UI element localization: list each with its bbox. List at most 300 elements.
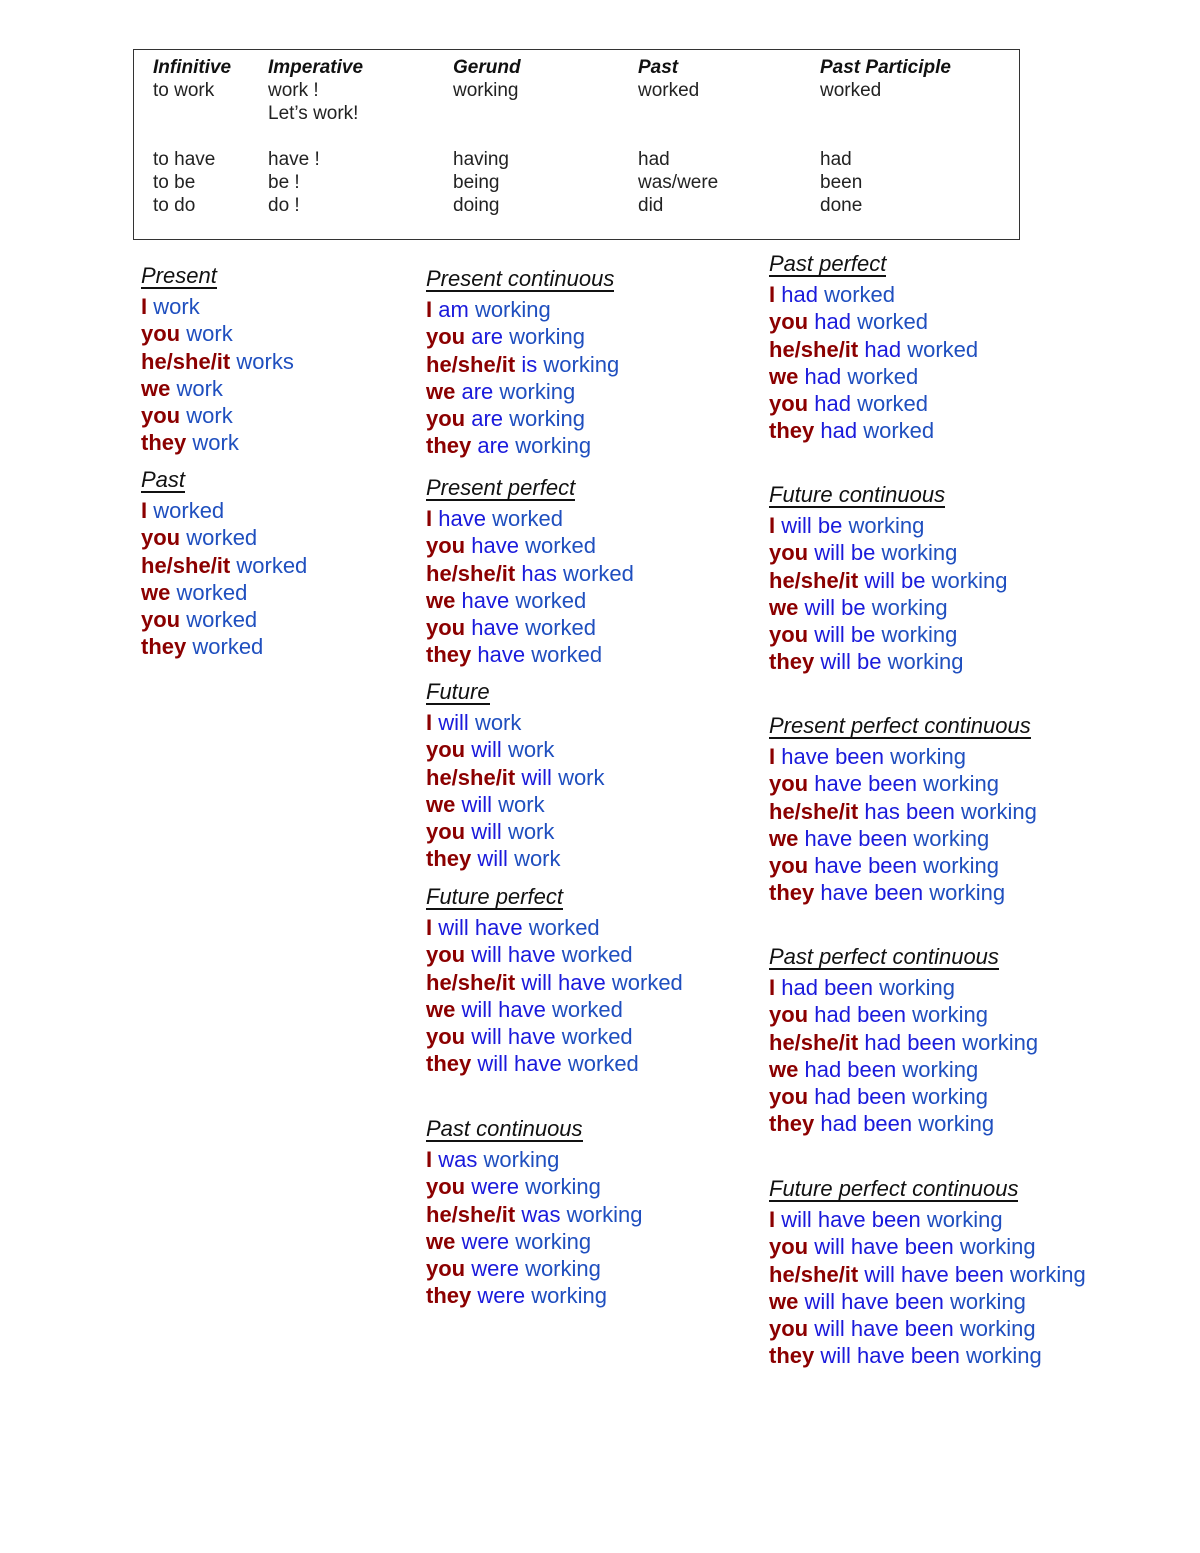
conjugation-row xyxy=(426,941,683,968)
auxiliary: have been xyxy=(781,744,885,769)
main-verb: working xyxy=(912,1002,988,1028)
pronoun: you xyxy=(141,321,181,347)
main-verb: work xyxy=(192,430,239,456)
pronoun: you xyxy=(769,853,809,879)
main-verb: working xyxy=(926,1207,1003,1232)
column-header: Imperative xyxy=(268,57,364,78)
main-verb: work xyxy=(153,294,200,319)
pronoun: we xyxy=(769,1288,799,1314)
conjugation-row xyxy=(426,323,619,350)
verb-form: been xyxy=(820,172,863,193)
main-verb: working xyxy=(913,825,990,851)
pronoun: you xyxy=(426,737,466,763)
pronoun: he/she/it xyxy=(426,1201,516,1227)
main-verb: working xyxy=(531,1283,607,1309)
conjugation-row xyxy=(769,308,978,335)
main-verb: work xyxy=(186,403,233,429)
auxiliary: have xyxy=(477,642,526,668)
auxiliary: had been xyxy=(820,1111,913,1137)
conjugation-row xyxy=(141,348,294,375)
pronoun: we xyxy=(769,1056,799,1082)
conjugation-row xyxy=(769,1110,1038,1137)
main-verb: works xyxy=(236,348,294,374)
auxiliary: are xyxy=(477,433,510,459)
auxiliary: will have been xyxy=(864,1261,1004,1287)
conjugation-row xyxy=(141,606,307,633)
main-verb: work xyxy=(186,321,233,347)
main-verb: worked xyxy=(525,533,597,559)
tense-title: Present perfect continuous xyxy=(769,713,1031,738)
tense-title: Future perfect xyxy=(426,884,563,909)
conjugation-row xyxy=(426,505,634,532)
main-verb: worked xyxy=(907,336,979,362)
verb-form xyxy=(638,125,718,148)
conjugation-row xyxy=(769,1233,1086,1260)
auxiliary: were xyxy=(471,1256,519,1282)
main-verb: worked xyxy=(176,579,248,605)
pronoun: we xyxy=(426,1228,456,1254)
conjugation-row xyxy=(426,587,634,614)
pronoun: I xyxy=(426,710,433,735)
auxiliary: were xyxy=(477,1283,526,1309)
verb-form xyxy=(638,102,718,125)
main-verb: worked xyxy=(561,942,633,968)
main-verb: worked xyxy=(492,506,564,531)
pronoun: we xyxy=(141,375,171,401)
pronoun: you xyxy=(426,324,466,350)
verb-form: had xyxy=(638,149,670,170)
main-verb: worked xyxy=(531,642,603,668)
tense-title: Present perfect xyxy=(426,475,576,500)
main-verb: work xyxy=(474,710,522,735)
main-verb: working xyxy=(923,771,999,797)
auxiliary: were xyxy=(461,1228,510,1254)
auxiliary: will have xyxy=(471,942,556,968)
main-verb: working xyxy=(474,297,551,322)
pronoun: he/she/it xyxy=(769,1029,859,1055)
pronoun: he/she/it xyxy=(769,798,859,824)
main-verb: working xyxy=(929,880,1006,906)
pronoun: they xyxy=(769,1343,815,1369)
auxiliary: was xyxy=(521,1201,561,1227)
auxiliary: will have been xyxy=(820,1343,960,1369)
pronoun: I xyxy=(769,1207,776,1232)
auxiliary: will xyxy=(471,737,502,763)
conjugation-row xyxy=(769,1029,1038,1056)
conjugation-row xyxy=(769,1001,1038,1028)
auxiliary: have xyxy=(471,533,519,559)
main-verb: worked xyxy=(562,560,634,586)
pronoun: I xyxy=(426,915,433,940)
verb-form xyxy=(453,125,521,148)
verb-form: to be xyxy=(153,172,196,193)
auxiliary: will have xyxy=(471,1024,556,1050)
conjugation-row xyxy=(426,378,619,405)
conjugation-row xyxy=(769,1083,1038,1110)
main-verb: working xyxy=(965,1343,1042,1369)
pronoun: you xyxy=(769,309,809,335)
pronoun: you xyxy=(769,622,809,648)
conjugation-row xyxy=(769,390,978,417)
tense-present-perfect-continuous xyxy=(769,712,1037,907)
verb-form: done xyxy=(820,195,863,216)
conjugation-row xyxy=(141,579,307,606)
pronoun: you xyxy=(769,1316,809,1342)
main-verb: worked xyxy=(153,498,225,523)
conjugation-row xyxy=(769,417,978,444)
verb-form xyxy=(153,102,231,125)
conjugation-row xyxy=(769,363,978,390)
main-verb: working xyxy=(887,649,964,675)
pronoun: he/she/it xyxy=(426,764,516,790)
pronoun: I xyxy=(426,506,433,531)
conjugation-row xyxy=(426,560,634,587)
main-verb: working xyxy=(848,513,925,538)
auxiliary: will have xyxy=(477,1051,562,1077)
main-verb: working xyxy=(499,378,576,404)
auxiliary: have been xyxy=(804,825,908,851)
tense-past xyxy=(141,466,307,661)
conjugation-row xyxy=(769,852,1037,879)
verb-form: to do xyxy=(153,195,196,216)
conjugation-row xyxy=(769,512,1007,539)
conjugation-row xyxy=(769,1288,1086,1315)
verb-column xyxy=(820,56,951,217)
pronoun: I xyxy=(769,513,776,538)
pronoun: I xyxy=(769,282,776,307)
verb-form: had xyxy=(820,149,852,170)
conjugation-row xyxy=(426,1255,642,1282)
main-verb: working xyxy=(543,351,620,377)
pronoun: he/she/it xyxy=(426,969,516,995)
auxiliary: has been xyxy=(864,798,955,824)
auxiliary: are xyxy=(471,406,504,432)
pronoun: you xyxy=(426,1256,466,1282)
pronoun: I xyxy=(141,294,148,319)
conjugation-row xyxy=(141,524,307,551)
conjugation-row xyxy=(426,791,605,818)
main-verb: working xyxy=(950,1288,1026,1314)
main-verb: work xyxy=(498,791,545,817)
auxiliary: is xyxy=(521,351,538,377)
conjugation-row xyxy=(426,405,619,432)
auxiliary: have been xyxy=(820,880,924,906)
pronoun: you xyxy=(141,525,181,551)
verb-form xyxy=(820,102,951,125)
conjugation-row xyxy=(426,1228,642,1255)
pronoun: they xyxy=(426,1283,472,1309)
tense-title: Present xyxy=(141,263,217,288)
tense-title: Past xyxy=(141,467,186,492)
main-verb: worked xyxy=(847,363,919,389)
auxiliary: has xyxy=(521,560,557,586)
pronoun: we xyxy=(426,996,456,1022)
verb-form: worked xyxy=(820,80,882,101)
main-verb: work xyxy=(514,846,561,872)
auxiliary: have been xyxy=(814,771,918,797)
pronoun: he/she/it xyxy=(141,552,231,578)
main-verb: working xyxy=(879,975,955,1000)
tense-future xyxy=(426,678,605,873)
pronoun: I xyxy=(426,1147,433,1172)
verb-form: to have xyxy=(153,149,216,170)
main-verb: working xyxy=(923,853,999,879)
pronoun: they xyxy=(141,634,187,660)
pronoun: you xyxy=(141,403,181,429)
conjugation-row xyxy=(769,798,1037,825)
pronoun: we xyxy=(769,363,799,389)
auxiliary: will be xyxy=(804,594,866,620)
pronoun: I xyxy=(769,975,776,1000)
pronoun: you xyxy=(769,1084,809,1110)
auxiliary: will be xyxy=(814,540,876,566)
conjugation-row xyxy=(769,879,1037,906)
conjugation-row xyxy=(141,497,307,524)
tense-present-continuous xyxy=(426,265,619,460)
pronoun: you xyxy=(769,1234,809,1260)
conjugation-row xyxy=(426,1146,642,1173)
auxiliary: am xyxy=(438,297,469,322)
pronoun: we xyxy=(426,587,456,613)
tense-future-perfect xyxy=(426,883,683,1078)
auxiliary: have xyxy=(471,615,519,641)
tense-title: Past continuous xyxy=(426,1116,583,1141)
tense-title: Past perfect continuous xyxy=(769,944,999,969)
pronoun: they xyxy=(426,642,472,668)
main-verb: worked xyxy=(857,391,929,417)
main-verb: worked xyxy=(192,634,264,660)
main-verb: working xyxy=(931,567,1008,593)
pronoun: you xyxy=(769,391,809,417)
conjugation-row xyxy=(141,293,294,320)
conjugation-row xyxy=(141,633,307,660)
conjugation-row xyxy=(426,614,634,641)
main-verb: working xyxy=(881,622,958,648)
auxiliary: will be xyxy=(781,513,843,538)
verb-form: did xyxy=(638,195,664,216)
verb-column xyxy=(268,56,363,217)
tense-title: Past perfect xyxy=(769,251,887,276)
conjugation-row xyxy=(769,1315,1086,1342)
pronoun: he/she/it xyxy=(769,336,859,362)
main-verb: worked xyxy=(515,587,587,613)
main-verb: working xyxy=(509,406,585,432)
verb-column xyxy=(453,56,521,217)
pronoun: you xyxy=(426,1024,466,1050)
main-verb: work xyxy=(176,375,223,401)
main-verb: worked xyxy=(857,309,929,335)
pronoun: he/she/it xyxy=(426,351,516,377)
main-verb: working xyxy=(918,1111,995,1137)
verb-form: being xyxy=(453,172,500,193)
verb-form xyxy=(268,125,363,148)
verb-column xyxy=(638,56,718,217)
conjugation-row xyxy=(426,845,605,872)
tense-past-continuous xyxy=(426,1115,642,1310)
main-verb: working xyxy=(881,540,958,566)
verb-form: doing xyxy=(453,195,500,216)
conjugation-row xyxy=(426,709,605,736)
pronoun: we xyxy=(769,825,799,851)
auxiliary: have xyxy=(461,587,510,613)
column-header: Past Participle xyxy=(820,57,951,78)
pronoun: you xyxy=(426,615,466,641)
tense-future-continuous xyxy=(769,481,1007,676)
auxiliary: will have xyxy=(521,969,606,995)
conjugation-row xyxy=(769,770,1037,797)
conjugation-row xyxy=(426,641,634,668)
main-verb: worked xyxy=(525,615,597,641)
pronoun: you xyxy=(769,771,809,797)
main-verb: working xyxy=(890,744,966,769)
column-header: Gerund xyxy=(453,57,521,78)
pronoun: you xyxy=(769,540,809,566)
main-verb: working xyxy=(959,1234,1036,1260)
main-verb: working xyxy=(902,1056,979,1082)
pronoun: they xyxy=(769,649,815,675)
conjugation-row xyxy=(426,1201,642,1228)
pronoun: he/she/it xyxy=(141,348,231,374)
verb-form: was/were xyxy=(638,172,719,193)
auxiliary: are xyxy=(461,378,494,404)
auxiliary: will xyxy=(477,846,508,872)
auxiliary: had xyxy=(814,391,851,417)
conjugation-row xyxy=(769,1342,1086,1369)
conjugation-row xyxy=(426,969,683,996)
verb-form: work ! xyxy=(268,80,319,101)
conjugation-row xyxy=(426,532,634,559)
verb-form xyxy=(453,102,521,125)
verb-form: Let’s work! xyxy=(268,103,359,124)
main-verb: worked xyxy=(186,525,258,551)
main-verb: working xyxy=(871,594,948,620)
conjugation-row xyxy=(769,648,1007,675)
auxiliary: had xyxy=(814,309,851,335)
conjugation-row xyxy=(426,296,619,323)
pronoun: he/she/it xyxy=(426,560,516,586)
verb-form: worked xyxy=(638,80,700,101)
auxiliary: will have xyxy=(461,996,546,1022)
pronoun: we xyxy=(769,594,799,620)
auxiliary: had xyxy=(864,336,902,362)
auxiliary: had been xyxy=(814,1084,907,1110)
auxiliary: will have been xyxy=(781,1207,921,1232)
conjugation-row xyxy=(769,621,1007,648)
main-verb: worked xyxy=(528,915,600,940)
auxiliary: will have been xyxy=(804,1288,944,1314)
main-verb: working xyxy=(912,1084,988,1110)
pronoun: you xyxy=(426,1174,466,1200)
pronoun: they xyxy=(769,418,815,444)
conjugation-row xyxy=(769,594,1007,621)
conjugation-row xyxy=(426,1173,642,1200)
auxiliary: are xyxy=(471,324,504,350)
auxiliary: will xyxy=(438,710,469,735)
conjugation-row xyxy=(769,539,1007,566)
auxiliary: had been xyxy=(814,1002,907,1028)
conjugation-row xyxy=(426,351,619,378)
auxiliary: had xyxy=(820,418,858,444)
conjugation-row xyxy=(769,1056,1038,1083)
main-verb: working xyxy=(525,1174,601,1200)
auxiliary: will be xyxy=(814,622,876,648)
conjugation-row xyxy=(769,974,1038,1001)
pronoun: they xyxy=(769,1111,815,1137)
pronoun: he/she/it xyxy=(769,567,859,593)
verb-forms-table xyxy=(133,49,1020,240)
main-verb: working xyxy=(962,1029,1039,1055)
column-header: Infinitive xyxy=(153,57,232,78)
conjugation-row xyxy=(769,1206,1086,1233)
main-verb: working xyxy=(525,1256,601,1282)
auxiliary: had xyxy=(781,282,818,307)
conjugation-row xyxy=(769,1261,1086,1288)
pronoun: you xyxy=(426,942,466,968)
main-verb: working xyxy=(483,1147,560,1172)
conjugation-row xyxy=(426,1050,683,1077)
tense-present-perfect xyxy=(426,474,634,669)
conjugation-row xyxy=(426,818,605,845)
conjugation-row xyxy=(426,914,683,941)
pronoun: I xyxy=(769,744,776,769)
main-verb: worked xyxy=(824,282,896,307)
verb-form: working xyxy=(453,80,519,101)
conjugation-row xyxy=(141,320,294,347)
pronoun: they xyxy=(769,880,815,906)
pronoun: I xyxy=(141,498,148,523)
conjugation-row xyxy=(141,402,294,429)
pronoun: you xyxy=(426,533,466,559)
pronoun: I xyxy=(426,297,433,322)
main-verb: worked xyxy=(567,1051,639,1077)
verb-form: do ! xyxy=(268,195,300,216)
conjugation-row xyxy=(769,336,978,363)
conjugation-row xyxy=(141,429,294,456)
tense-present xyxy=(141,262,294,457)
pronoun: we xyxy=(426,378,456,404)
main-verb: working xyxy=(515,433,592,459)
auxiliary: will be xyxy=(820,649,882,675)
conjugation-row xyxy=(426,1282,642,1309)
auxiliary: will be xyxy=(864,567,926,593)
pronoun: they xyxy=(426,433,472,459)
pronoun: you xyxy=(769,1002,809,1028)
conjugation-row xyxy=(769,743,1037,770)
main-verb: working xyxy=(1009,1261,1086,1287)
auxiliary: had xyxy=(804,363,842,389)
main-verb: work xyxy=(507,819,555,845)
verb-form: to work xyxy=(153,80,215,101)
tense-title: Present continuous xyxy=(426,266,615,291)
auxiliary: had been xyxy=(864,1029,957,1055)
auxiliary: have been xyxy=(814,853,918,879)
main-verb: worked xyxy=(236,552,308,578)
main-verb: work xyxy=(558,764,605,790)
pronoun: we xyxy=(426,791,456,817)
auxiliary: will have been xyxy=(814,1234,954,1260)
conjugation-row xyxy=(141,552,307,579)
tense-title: Future perfect continuous xyxy=(769,1176,1019,1201)
auxiliary: have xyxy=(438,506,486,531)
verb-form: have ! xyxy=(268,149,320,170)
auxiliary: will xyxy=(461,791,493,817)
main-verb: worked xyxy=(561,1024,633,1050)
conjugation-row xyxy=(426,764,605,791)
conjugation-row xyxy=(426,996,683,1023)
main-verb: work xyxy=(507,737,555,763)
conjugation-row xyxy=(426,1023,683,1050)
auxiliary: had been xyxy=(804,1056,897,1082)
